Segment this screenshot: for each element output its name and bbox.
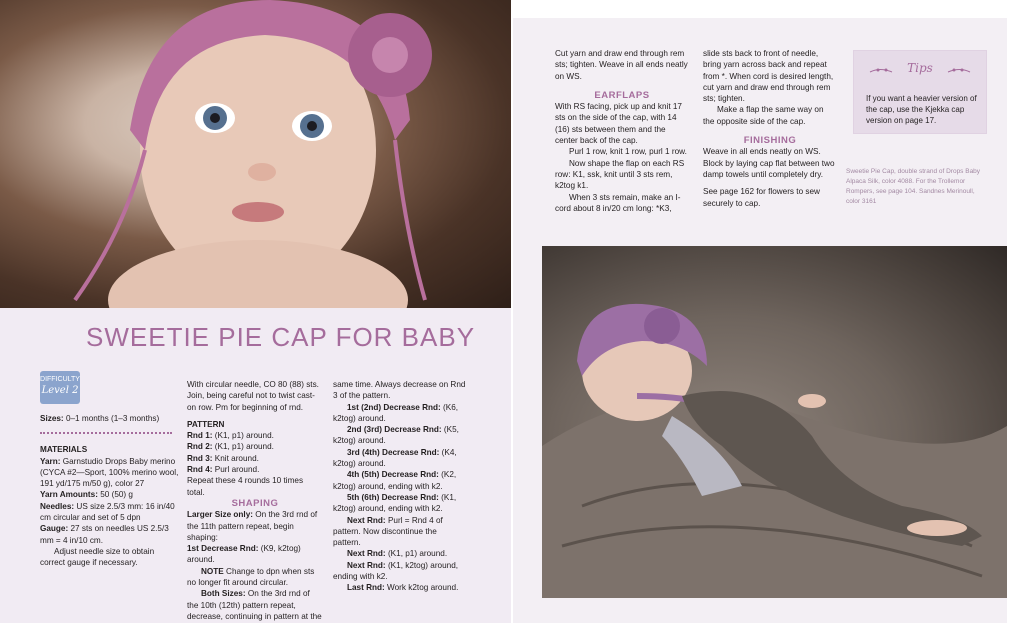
dec-c-value: (K4, k2tog) around. xyxy=(333,447,457,469)
next-rnd-2-label: Next Rnd: xyxy=(347,549,386,559)
column-earflaps xyxy=(555,48,689,214)
tips-box xyxy=(853,50,987,134)
next-rnd-2-value: (K1, p1) around. xyxy=(385,549,448,559)
sleeping-baby-photo xyxy=(542,246,1007,598)
yarn-label: Yarn: xyxy=(40,456,61,466)
column-finishing xyxy=(703,48,837,209)
note-label: NOTE xyxy=(201,566,224,576)
last-rnd-label: Last Rnd: xyxy=(347,583,385,593)
rnd3-value: Knit around. xyxy=(212,453,259,463)
sizes-value: 0–1 months (1–3 months) xyxy=(63,414,160,423)
cut-text: Cut yarn and draw end through rem sts; tighten. Weave in all ends neatly on WS. xyxy=(555,49,688,81)
needles-value: US size 2.5/3 mm: 16 in/40 cm circular and set of 5 dpn xyxy=(40,501,175,523)
gauge-label: Gauge: xyxy=(40,524,69,534)
dec-a-label: 1st (2nd) Decrease Rnd: xyxy=(347,402,441,412)
rnd1-label: Rnd 1: xyxy=(187,431,213,441)
finishing-step-1: Weave in all ends neatly on WS. Block by laying cap flat between two damp towels until completely dry. xyxy=(703,147,835,179)
yarn-value: Garnstudio Drops Baby merino (CYCA #2—Sport, 100% merino wool, 191 yd/175 m/50 g), color 27 xyxy=(40,456,179,489)
dec-c-label: 3rd (4th) Decrease Rnd: xyxy=(347,447,440,457)
earflaps-heading: EARFLAPS xyxy=(594,89,650,101)
column-pattern xyxy=(187,379,323,622)
earflaps-step-1: With RS facing, pick up and knit 17 sts on the side of the cap, with 14 (16) sts between them and the center back of the cap. xyxy=(555,102,682,146)
repeat-text: Repeat these 4 rounds 10 times total. xyxy=(187,476,304,497)
column-decreases xyxy=(333,379,466,594)
difficulty-level: Level 2 xyxy=(41,385,79,396)
rnd4-label: Rnd 4: xyxy=(187,465,213,475)
decrease1-value: (K9, k2tog) around. xyxy=(187,544,301,565)
rnd3-label: Rnd 3: xyxy=(187,453,213,463)
earflaps-step-2: Purl 1 row, knit 1 row, purl 1 row. xyxy=(569,147,687,157)
earflaps-step-4: When 3 sts remain, make an I-cord about 8 in/20 cm long: *K3, xyxy=(555,192,681,213)
dec-d-value: (K2, k2tog) around, ending with k2. xyxy=(333,470,457,491)
last-rnd-value: Work k2tog around. xyxy=(384,583,459,593)
column-materials xyxy=(40,413,180,569)
needles-label: Needles: xyxy=(40,501,75,511)
baby-portrait-photo xyxy=(0,0,511,308)
dec-e-value: (K1, k2tog) around, ending with k2. xyxy=(333,492,457,514)
pattern-heading: PATTERN xyxy=(187,419,225,429)
dec-b-value: (K5, k2tog) around. xyxy=(333,425,459,446)
photo-caption: Sweetie Pie Cap, double strand of Drops Baby Alpaca Silk, color 4088. For the Trollemor Rompers, see page 104. Sandnes Merinoull, color 3161 xyxy=(846,168,981,205)
dec-a-value: (K6, k2tog) around. xyxy=(333,402,459,423)
finishing-heading: FINISHING xyxy=(743,135,797,147)
larger-size-value: On the 3rd rnd of the 11th pattern repeat, begin shaping: xyxy=(187,510,318,542)
dotted-divider xyxy=(40,432,172,434)
next-rnd-1-value: Purl = Rnd 4 of pattern. Now discontinue the pattern. xyxy=(333,515,443,548)
rnd2-label: Rnd 2: xyxy=(187,442,213,452)
tips-body: If you want a heavier version of the cap, use the Kjekka cap version on page 17. xyxy=(866,94,977,125)
next-rnd-3-label: Next Rnd: xyxy=(347,560,386,570)
sizes-label: Sizes: xyxy=(40,414,64,423)
rnd1-value: (K1, p1) around. xyxy=(212,431,274,441)
dec-d-label: 4th (5th) Decrease Rnd: xyxy=(347,470,439,480)
larger-size-label: Larger Size only: xyxy=(187,510,253,520)
dec-e-label: 5th (6th) Decrease Rnd: xyxy=(347,492,439,502)
page-title: SWEETIE PIE CAP FOR BABY xyxy=(86,322,476,352)
difficulty-label: DIFFICULTY xyxy=(40,376,80,383)
continued-text: same time. Always decrease on Rnd 3 of the pattern. xyxy=(333,380,466,401)
slide-text: slide sts back to front of needle, bring yarn across back and repeat from *. When cord is desired length, cut yarn and draw end through rem sts; tighten. xyxy=(703,49,834,104)
dec-b-label: 2nd (3rd) Decrease Rnd: xyxy=(347,425,442,435)
both-sizes-value: On the 3rd rnd of the 10th (12th) pattern repeat, decrease, continuing in pattern at the xyxy=(187,589,322,621)
gauge-value: 27 sts on needles US 2.5/3 mm = 4 in/10 cm. xyxy=(40,524,169,545)
rnd2-value: (K1, p1) around. xyxy=(212,442,274,452)
finishing-step-2: See page 162 for flowers to sew securely to cap. xyxy=(703,187,820,208)
flap-text: Make a flap the same way on the opposite side of the cap. xyxy=(703,105,824,126)
next-rnd-1-label: Next Rnd: xyxy=(347,515,386,525)
shaping-heading: SHAPING xyxy=(231,497,279,509)
difficulty-badge xyxy=(40,371,80,404)
adjust-note: Adjust needle size to obtain correct gauge if necessary. xyxy=(40,546,155,568)
materials-heading: MATERIALS xyxy=(40,445,88,455)
both-sizes-label: Both Sizes: xyxy=(201,589,246,599)
decrease1-label: 1st Decrease Rnd: xyxy=(187,544,259,554)
tips-title: Tips xyxy=(907,61,933,75)
earflaps-step-3: Now shape the flap on each RS row: K1, ssk, knit until 3 sts rem, k2tog k1. xyxy=(555,158,685,191)
note-value: Change to dpn when sts no longer fit around circular. xyxy=(187,566,315,588)
intro-text: With circular needle, CO 80 (88) sts. Join, being careful not to twist cast-on row. Pm for beginning of rnd. xyxy=(187,380,319,412)
amounts-value: 50 (50) g xyxy=(97,490,133,500)
rnd4-value: Purl around. xyxy=(212,465,260,475)
next-rnd-3-value: (K1, k2tog) around, ending with k2. xyxy=(333,560,459,582)
amounts-label: Yarn Amounts: xyxy=(40,490,98,500)
